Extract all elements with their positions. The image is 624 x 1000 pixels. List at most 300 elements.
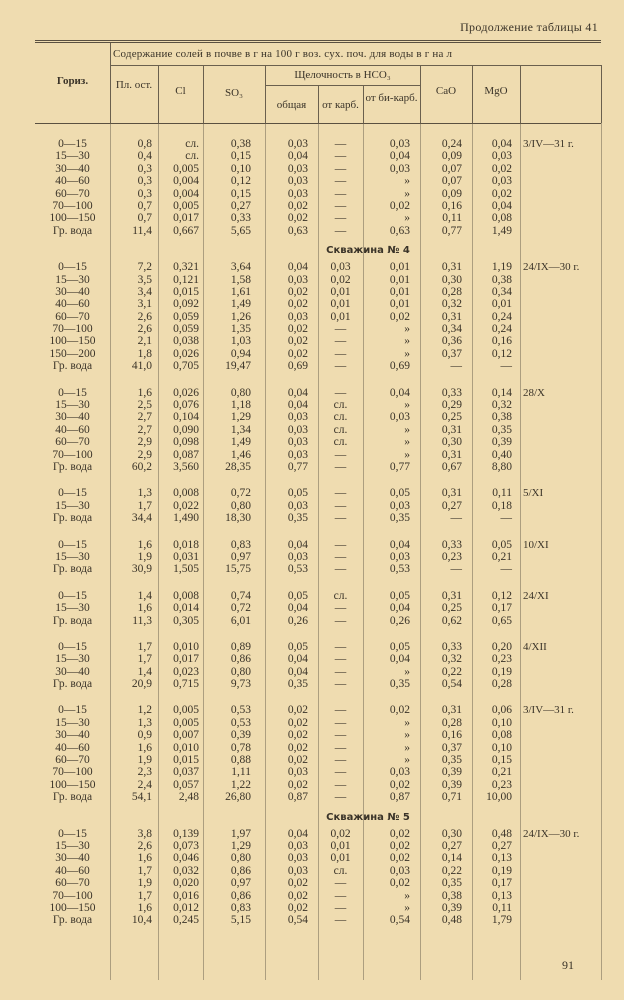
cell-so3: 6,01 (230, 614, 251, 627)
cell-cao: 0,31 (441, 261, 462, 274)
cell-cao: 0,25 (441, 411, 462, 424)
cell-dry-residue: 11,4 (132, 224, 152, 237)
cell-date (520, 436, 601, 448)
cell-cao: 0,07 (441, 162, 462, 175)
cell-horizon: 15—30 (55, 550, 90, 563)
cell-alk-total: 0,04 (287, 399, 308, 412)
cell-so3: 1,03 (230, 335, 251, 348)
cell-horizon: 100—150 (49, 212, 96, 225)
table-row (35, 828, 601, 840)
cell-mgo: 0,17 (491, 602, 512, 615)
table-row (35, 890, 601, 902)
cell-alk-bicarb: » (404, 187, 410, 200)
cell-alk-carb: 0,01 (330, 310, 351, 323)
cell-cl: 0,015 (173, 754, 199, 767)
table-row (35, 902, 601, 914)
cell-date (520, 311, 601, 323)
cell-mgo: 0,38 (491, 411, 512, 424)
table-row (35, 641, 601, 653)
cell-cl: 0,022 (173, 499, 199, 512)
cell-so3: 0,80 (230, 852, 251, 865)
cell-alk-bicarb: 0,02 (389, 310, 410, 323)
cell-mgo: 0,21 (491, 550, 512, 563)
cell-mgo: 0,08 (491, 212, 512, 225)
cell-date (520, 791, 601, 803)
cell-cl: 0,057 (173, 778, 199, 791)
cell-cl: 0,046 (173, 852, 199, 865)
cell-so3: 0,53 (230, 716, 251, 729)
cell-mgo: 0,08 (491, 729, 512, 742)
cell-cl: 0,139 (173, 827, 199, 840)
cell-cao: 0,14 (441, 852, 462, 865)
cell-alk-carb: — (334, 704, 347, 717)
cell-alk-bicarb: » (404, 448, 410, 461)
cell-date: 24/IX—30 г. (523, 827, 580, 840)
col-cl: Cl (175, 85, 186, 97)
cell-horizon: 15—30 (55, 716, 90, 729)
cell-so3: 0,89 (230, 640, 251, 653)
table-row (35, 717, 601, 729)
cell-alk-total: 0,26 (287, 614, 308, 627)
cell-alk-bicarb: 0,26 (389, 614, 410, 627)
col-alkalinity: Щелочность в HCO₃ (294, 69, 391, 81)
cell-cao: 0,48 (441, 914, 462, 927)
cell-date (520, 212, 601, 224)
table-row (35, 487, 601, 499)
cell-alk-carb: — (334, 460, 347, 473)
cell-cao: 0,30 (441, 827, 462, 840)
cell-alk-bicarb: 0,03 (389, 766, 410, 779)
cell-alk-carb: — (334, 729, 347, 742)
cell-so3: 1,18 (230, 399, 251, 412)
cell-dry-residue: 0,4 (137, 150, 152, 163)
cell-alk-carb: — (334, 512, 347, 525)
cell-mgo: 1,19 (491, 261, 512, 274)
cell-date (520, 163, 601, 175)
cell-dry-residue: 1,6 (137, 602, 152, 615)
cell-alk-total: 0,03 (287, 766, 308, 779)
cell-date (520, 890, 601, 902)
cell-alk-bicarb: » (404, 754, 410, 767)
cell-cl: сл. (185, 150, 199, 163)
cell-horizon: Гр. вода (52, 614, 93, 627)
cell-alk-total: 0,04 (287, 261, 308, 274)
cell-alk-total: 0,02 (287, 754, 308, 767)
table-row (35, 399, 601, 411)
cell-date (520, 225, 601, 237)
cell-alk-carb: — (334, 162, 347, 175)
cell-cao: 0,33 (441, 640, 462, 653)
cell-horizon: 60—70 (55, 436, 90, 449)
cell-cl: 2,48 (178, 791, 199, 804)
cell-alk-total: 0,03 (287, 839, 308, 852)
cell-alk-bicarb: 0,02 (389, 852, 410, 865)
cell-alk-total: 0,02 (287, 323, 308, 336)
cell-date (520, 335, 601, 347)
cell-alk-carb: — (334, 199, 347, 212)
col-alk-total: общая (276, 99, 307, 111)
cell-so3: 3,64 (230, 261, 251, 274)
cell-cl: 0,076 (173, 399, 199, 412)
cell-alk-total: 0,02 (287, 889, 308, 902)
cell-horizon: 0—15 (58, 487, 87, 500)
cell-mgo: 0,39 (491, 436, 512, 449)
table-row (35, 914, 601, 926)
cell-date (520, 563, 601, 575)
cell-date (520, 877, 601, 889)
cell-horizon: 15—30 (55, 499, 90, 512)
cell-cao: 0,37 (441, 741, 462, 754)
cell-cl: 0,005 (173, 162, 199, 175)
cell-cl: 0,012 (173, 901, 199, 914)
cell-cao: 0,62 (441, 614, 462, 627)
cell-cl: 0,245 (173, 914, 199, 927)
table-row (35, 678, 601, 690)
cell-dry-residue: 3,1 (137, 298, 152, 311)
cell-mgo: 0,34 (491, 285, 512, 298)
cell-mgo: 0,17 (491, 877, 512, 890)
cell-alk-carb: сл. (333, 589, 348, 602)
cell-alk-bicarb: 0,02 (389, 199, 410, 212)
cell-cao: 0,67 (441, 460, 462, 473)
cell-alk-bicarb: 0,02 (389, 827, 410, 840)
cell-alk-carb: — (334, 914, 347, 927)
cell-mgo: 0,32 (491, 399, 512, 412)
cell-alk-carb: — (334, 323, 347, 336)
cell-cao: 0,31 (441, 589, 462, 602)
cell-horizon: 70—100 (52, 323, 93, 336)
cell-cl: 0,015 (173, 285, 199, 298)
cell-alk-total: 0,04 (287, 538, 308, 551)
cell-dry-residue: 41,0 (131, 360, 152, 373)
cell-dry-residue: 2,6 (137, 310, 152, 323)
table-row (35, 436, 601, 448)
cell-dry-residue: 1,4 (137, 665, 152, 678)
cell-alk-bicarb: » (404, 729, 410, 742)
cell-cao: 0,27 (441, 839, 462, 852)
cell-dry-residue: 2,3 (137, 766, 152, 779)
cell-cao: 0,39 (441, 901, 462, 914)
cell-alk-total: 0,05 (287, 487, 308, 500)
table-row (35, 852, 601, 864)
col-span-title: Содержание солей в почве в г на 100 г воз. сух. поч. для воды в г на л (113, 48, 453, 60)
table-row (35, 274, 601, 286)
cell-alk-carb: сл. (333, 399, 348, 412)
table-row (35, 150, 601, 162)
cell-mgo: 1,49 (491, 224, 512, 237)
cell-alk-total: 0,02 (287, 716, 308, 729)
cell-so3: 0,33 (230, 212, 251, 225)
cell-alk-bicarb: 0,03 (389, 138, 410, 150)
cell-date (520, 348, 601, 360)
cell-alk-carb: 0,01 (330, 298, 351, 311)
cell-horizon: 0—15 (58, 704, 87, 717)
cell-horizon: 40—60 (55, 175, 90, 188)
cell-cl: 0,008 (173, 589, 199, 602)
col-so3: SO₃ (225, 87, 243, 99)
table-row (35, 411, 601, 423)
table-row (35, 212, 601, 224)
cell-alk-bicarb: 0,87 (389, 791, 410, 804)
cell-alk-total: 0,02 (287, 729, 308, 742)
cell-dry-residue: 1,6 (137, 386, 152, 399)
table-row (35, 449, 601, 461)
cell-so3: 0,80 (230, 499, 251, 512)
cell-alk-carb: — (334, 499, 347, 512)
cell-dry-residue: 1,2 (137, 704, 152, 717)
cell-mgo: 8,80 (491, 460, 512, 473)
cell-mgo: 0,10 (491, 741, 512, 754)
cell-date (520, 399, 601, 411)
cell-alk-total: 0,02 (287, 347, 308, 360)
cell-cl: 0,005 (173, 199, 199, 212)
cell-alk-carb: — (334, 653, 347, 666)
cell-alk-bicarb: 0,54 (389, 914, 410, 927)
cell-horizon: 70—100 (52, 889, 93, 902)
cell-alk-carb: — (334, 386, 347, 399)
cell-cao: 0,23 (441, 550, 462, 563)
cell-alk-carb: сл. (333, 436, 348, 449)
cell-horizon: 70—100 (52, 448, 93, 461)
cell-date: 24/XI (523, 589, 549, 602)
cell-alk-carb: 0,03 (330, 261, 351, 274)
cell-so3: 0,10 (230, 162, 251, 175)
cell-dry-residue: 0,3 (137, 162, 152, 175)
cell-cl: 0,017 (173, 653, 199, 666)
cell-cl: 0,305 (173, 614, 199, 627)
cell-cl: 0,087 (173, 448, 199, 461)
cell-cl: 0,023 (173, 665, 199, 678)
sample-group (35, 828, 601, 927)
cell-dry-residue: 1,7 (137, 499, 152, 512)
cell-date: 4/XII (523, 640, 547, 653)
cell-cao: 0,32 (441, 653, 462, 666)
cell-alk-bicarb: » (404, 323, 410, 336)
cell-alk-bicarb: » (404, 665, 410, 678)
cell-alk-carb: — (334, 741, 347, 754)
cell-date (520, 175, 601, 187)
table-row (35, 138, 601, 150)
cell-so3: 0,78 (230, 741, 251, 754)
cell-alk-total: 0,69 (287, 360, 308, 373)
cell-dry-residue: 1,3 (137, 716, 152, 729)
cell-horizon: 100—150 (49, 335, 96, 348)
cell-alk-total: 0,05 (287, 589, 308, 602)
cell-so3: 1,34 (230, 423, 251, 436)
cell-cl: 0,059 (173, 323, 199, 336)
cell-cl: 0,026 (173, 347, 199, 360)
cell-cao: 0,33 (441, 386, 462, 399)
cell-cl: 0,038 (173, 335, 199, 348)
cell-alk-carb: — (334, 791, 347, 804)
cell-cl: 0,104 (173, 411, 199, 424)
cell-horizon: 30—40 (55, 665, 90, 678)
cell-mgo: — (500, 512, 512, 525)
cell-so3: 0,39 (230, 729, 251, 742)
cell-alk-bicarb: 0,01 (389, 273, 410, 286)
cell-dry-residue: 0,9 (137, 729, 152, 742)
running-head: Продолжение таблицы 41 (460, 20, 598, 34)
cell-cao: 0,36 (441, 335, 462, 348)
cell-alk-total: 0,03 (287, 187, 308, 200)
cell-horizon: 60—70 (55, 187, 90, 200)
cell-horizon: 70—100 (52, 766, 93, 779)
cell-so3: 1,22 (230, 778, 251, 791)
cell-horizon: 40—60 (55, 423, 90, 436)
cell-mgo: 0,16 (491, 335, 512, 348)
table-row (35, 163, 601, 175)
table-row (35, 791, 601, 803)
cell-alk-bicarb: 0,02 (389, 778, 410, 791)
cell-horizon: 60—70 (55, 754, 90, 767)
cell-alk-total: 0,03 (287, 310, 308, 323)
cell-date (520, 653, 601, 665)
cell-so3: 0,53 (230, 704, 251, 717)
cell-date (520, 500, 601, 512)
cell-so3: 1,97 (230, 827, 251, 840)
cell-horizon: Гр. вода (52, 914, 93, 927)
cell-alk-total: 0,03 (287, 448, 308, 461)
col-horizon: Гориз. (56, 75, 89, 87)
cell-so3: 0,15 (230, 150, 251, 163)
cell-horizon: 40—60 (55, 741, 90, 754)
cell-mgo: 0,28 (491, 678, 512, 691)
cell-cao: 0,25 (441, 602, 462, 615)
cell-alk-carb: сл. (333, 864, 348, 877)
cell-horizon: Гр. вода (52, 678, 93, 691)
cell-horizon: 30—40 (55, 729, 90, 742)
cell-alk-total: 0,04 (287, 827, 308, 840)
cell-so3: 0,86 (230, 864, 251, 877)
sample-group (35, 487, 601, 524)
cell-so3: 0,94 (230, 347, 251, 360)
cell-alk-bicarb: » (404, 399, 410, 412)
cell-cl: 0,007 (173, 729, 199, 742)
cell-dry-residue: 1,7 (137, 864, 152, 877)
cell-alk-carb: — (334, 347, 347, 360)
cell-alk-carb: 0,01 (330, 839, 351, 852)
cell-alk-carb: — (334, 187, 347, 200)
col-cao: CaO (435, 85, 457, 97)
cell-date (520, 615, 601, 627)
cell-alk-bicarb: 0,03 (389, 550, 410, 563)
cell-alk-carb: — (334, 766, 347, 779)
cell-dry-residue: 1,6 (137, 538, 152, 551)
table-row (35, 200, 601, 212)
cell-alk-carb: — (334, 360, 347, 373)
cell-dry-residue: 1,9 (137, 550, 152, 563)
cell-mgo: 0,05 (491, 538, 512, 551)
cell-dry-residue: 1,7 (137, 653, 152, 666)
cell-dry-residue: 1,9 (137, 877, 152, 890)
cell-mgo: 0,27 (491, 839, 512, 852)
cell-mgo: 0,03 (491, 175, 512, 188)
cell-dry-residue: 0,3 (137, 175, 152, 188)
cell-mgo: 0,65 (491, 614, 512, 627)
cell-cao: 0,39 (441, 778, 462, 791)
sample-group (35, 138, 601, 237)
cell-dry-residue: 60,2 (131, 460, 152, 473)
cell-horizon: 15—30 (55, 839, 90, 852)
cell-alk-total: 0,03 (287, 175, 308, 188)
cell-alk-carb: — (334, 614, 347, 627)
cell-horizon: 0—15 (58, 538, 87, 551)
cell-horizon: 30—40 (55, 162, 90, 175)
cell-horizon: 0—15 (58, 386, 87, 399)
cell-alk-total: 0,35 (287, 678, 308, 691)
cell-horizon: 0—15 (58, 138, 87, 150)
cell-alk-bicarb: 0,02 (389, 877, 410, 890)
cell-mgo: 0,13 (491, 852, 512, 865)
table-row (35, 877, 601, 889)
cell-alk-total: 0,54 (287, 914, 308, 927)
cell-cao: 0,09 (441, 150, 462, 163)
cell-alk-total: 0,02 (287, 741, 308, 754)
cell-alk-total: 0,05 (287, 640, 308, 653)
cell-mgo: 0,02 (491, 162, 512, 175)
cell-mgo: 0,01 (491, 298, 512, 311)
cell-alk-bicarb: 0,03 (389, 864, 410, 877)
cell-date (520, 200, 601, 212)
cell-cl: 0,010 (173, 741, 199, 754)
cell-date: 28/X (523, 386, 545, 399)
cell-mgo: 0,10 (491, 716, 512, 729)
cell-so3: 26,80 (225, 791, 251, 804)
cell-horizon: 15—30 (55, 399, 90, 412)
cell-cl: сл. (185, 138, 199, 150)
cell-horizon: 0—15 (58, 640, 87, 653)
cell-so3: 0,83 (230, 901, 251, 914)
cell-alk-carb: — (334, 716, 347, 729)
cell-cl: 0,073 (173, 839, 199, 852)
cell-dry-residue: 0,7 (137, 212, 152, 225)
cell-alk-carb: — (334, 754, 347, 767)
cell-alk-carb: — (334, 335, 347, 348)
cell-horizon: 0—15 (58, 827, 87, 840)
well-title: Скважина № 4 (326, 245, 410, 257)
col-mgo: MgO (484, 85, 508, 97)
cell-cao: — (450, 563, 462, 576)
cell-cao: 0,31 (441, 448, 462, 461)
cell-date (520, 840, 601, 852)
cell-alk-bicarb: 0,02 (389, 704, 410, 717)
cell-alk-total: 0,02 (287, 778, 308, 791)
sample-group (35, 590, 601, 627)
cell-alk-bicarb: » (404, 889, 410, 902)
cell-date (520, 779, 601, 791)
cell-cl: 0,705 (173, 360, 199, 373)
cell-cao: 0,16 (441, 199, 462, 212)
cell-so3: 0,86 (230, 889, 251, 902)
cell-mgo: 0,04 (491, 199, 512, 212)
table-row (35, 387, 601, 399)
cell-cao: 0,27 (441, 499, 462, 512)
table-row (35, 653, 601, 665)
cell-horizon: 100—150 (49, 901, 96, 914)
table-row (35, 754, 601, 766)
cell-so3: 1,61 (230, 285, 251, 298)
table-row (35, 779, 601, 791)
cell-cl: 0,032 (173, 864, 199, 877)
cell-dry-residue: 0,8 (137, 138, 152, 150)
cell-so3: 1,26 (230, 310, 251, 323)
cell-alk-bicarb: 0,69 (389, 360, 410, 373)
cell-alk-bicarb: 0,01 (389, 285, 410, 298)
table-row (35, 323, 601, 335)
cell-mgo: 0,13 (491, 889, 512, 902)
table-row (35, 551, 601, 563)
cell-alk-carb: — (334, 175, 347, 188)
